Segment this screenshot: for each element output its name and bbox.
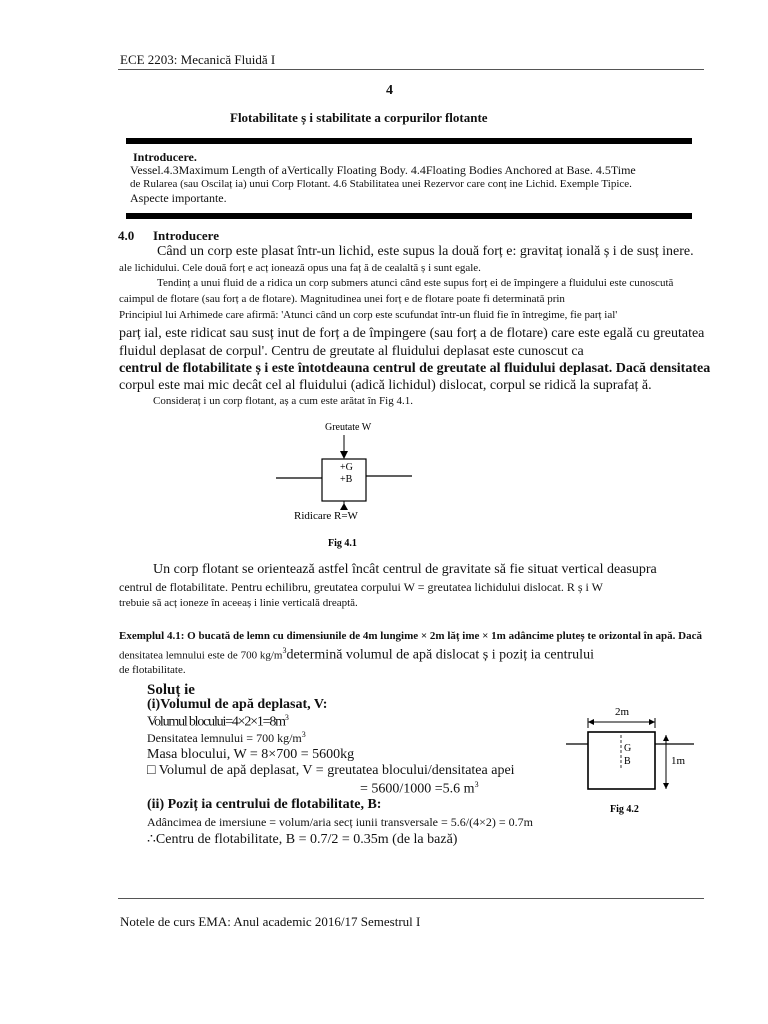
body-line: centrul de flotabilitate. Pentru echilibru, greutatea corpului W = greutatea lichidului dislocat. R ș i W [119, 580, 603, 594]
solution-part: (i)Volumul de apă deplasat, V: [147, 697, 328, 712]
footer-rule [118, 898, 704, 899]
header-rule [118, 69, 704, 70]
solution-line [147, 713, 288, 731]
toc-bottom-rule [126, 213, 692, 219]
figure-4-2 [562, 700, 707, 820]
body-line: Când un corp este plasat într-un lichid, este supus la două forț e: gravitaț ională ș i de susț inere. [157, 244, 694, 259]
body-line: trebuie să acț ioneze în aceeaș i linie verticală dreaptă. [119, 597, 358, 609]
arrowhead [663, 735, 669, 741]
solution-line: Adâncimea de imersiune = volum/aria secț iunii transversale = 5.6/(4×2) = 0.7m [147, 815, 533, 829]
example-statement: Exemplul 4.1: O bucată de lemn cu dimensiunile de 4m lungime × 2m lăț ime × 1m adâncime pluteș te orizontal în apă. Dacă [119, 630, 702, 642]
weight-label: Greutate W [325, 422, 372, 433]
height-label: 1m [671, 755, 686, 767]
course-header: ECE 2203: Mecanică Fluidă I [120, 52, 276, 67]
superscript: 3 [474, 780, 479, 789]
solution-line: ∴Centru de flotabilitate, B = 0.7/2 = 0.35m (de la bază) [147, 832, 458, 847]
footer-text: Notele de curs EMA: Anul academic 2016/17 Semestrul I [120, 914, 421, 929]
body-line: Consideraț i un corp flotant, aș a cum este arătat în Fig 4.1. [153, 395, 413, 407]
toc-top-rule [126, 138, 692, 144]
example-text: densitatea lemnului este de 700 kg/m [119, 649, 283, 662]
solution-text: Densitatea lemnului = 700 kg/m [147, 731, 302, 745]
solution-text: = 5600/1000 =5.6 m [360, 781, 475, 797]
solution-heading: Soluț ie [147, 682, 195, 698]
toc-line: Aspecte importante. [130, 191, 227, 205]
superscript: 3 [284, 713, 288, 722]
superscript: 3 [282, 646, 287, 655]
body-line: centrul de flotabilitate ș i este întotdeauna centrul de greutate al fluidului deplasat. Dacă densitatea [119, 361, 711, 376]
example-line: de flotabilitate. [119, 664, 186, 676]
example-line [119, 646, 594, 664]
arrowhead [663, 783, 669, 789]
centre-of-gravity: G [624, 743, 632, 754]
body-line: corpul este mai mic decât cel al fluidului (adică lichidul) dislocat, corpul se ridică la suprafaț ă. [119, 378, 652, 393]
solution-part: (ii) Poziț ia centrului de flotabilitate, B: [147, 797, 382, 812]
lift-label: Ridicare R=W [294, 510, 358, 522]
toc-line: de Rularea (sau Oscilaț ia) unui Corp Flotant. 4.6 Stabilitatea unei Rezervor care conț ine Lichid. Exemple Tipice. [130, 178, 632, 190]
body-line: fluidul deplasat de corpul'. Centru de greutate al fluidului deplasat este cunoscut ca [119, 344, 584, 359]
fig-caption: Fig 4.2 [610, 804, 639, 815]
solution-text: Volumul blocului=4×2×1=8m [147, 714, 285, 730]
solution-line [360, 780, 479, 798]
centre-of-gravity: +G [340, 462, 353, 473]
solution-line: □ Volumul de apă deplasat, V = greutatea blocului/densitatea apei [147, 763, 515, 778]
solution-line [147, 730, 306, 746]
body-line: ale lichidului. Cele două forț e acț ionează opus una faț ă de cealaltă ș i sunt egale. [119, 262, 481, 274]
body-line: Un corp flotant se orientează astfel încât centrul de gravitate să fie situat vertical deasupra [153, 562, 657, 577]
centre-of-buoyancy: B [624, 756, 631, 767]
section-number: 4.0 [118, 228, 135, 243]
weight-arrowhead [340, 451, 348, 459]
example-text: determină volumul de apă dislocat ș i poziț ia centrului [286, 647, 594, 663]
fig-caption: Fig 4.1 [328, 538, 357, 549]
width-label: 2m [615, 706, 630, 718]
centre-of-buoyancy: +B [340, 474, 353, 485]
arrowhead [649, 719, 655, 725]
toc-heading: Introducere. [133, 150, 197, 164]
arrowhead [588, 719, 594, 725]
section-title: Introducere [153, 228, 219, 243]
figure-4-1 [270, 415, 420, 550]
chapter-title: Flotabilitate ș i stabilitate a corpurilor flotante [230, 110, 488, 125]
body-line: parț ial, este ridicat sau susț inut de forț a de împingere (sau forț a de flotare) care este egală cu greutatea [119, 326, 705, 341]
solution-line: Masa blocului, W = 8×700 = 5600kg [147, 747, 355, 762]
chapter-number: 4 [386, 83, 393, 98]
body-line: Principiul lui Arhimede care afirmă: 'Atunci când un corp este scufundat într-un fluid fie în întregime, fie parț ial' [119, 309, 618, 321]
lift-arrowhead [340, 503, 348, 510]
wood-block [588, 732, 655, 789]
superscript: 3 [301, 730, 306, 739]
body-line: caimpul de flotare (sau forț a de flotare). Magnitudinea unei forț e de flotare poate fi determinată prin [119, 293, 565, 305]
toc-line: Vessel.4.3Maximum Length of aVertically Floating Body. 4.4Floating Bodies Anchored at Base. 4.5Time [130, 163, 636, 177]
body-line: Tendinț a unui fluid de a ridica un corp submers atunci când este supus forț ei de împingere a fluidului este cunoscută [157, 277, 674, 289]
